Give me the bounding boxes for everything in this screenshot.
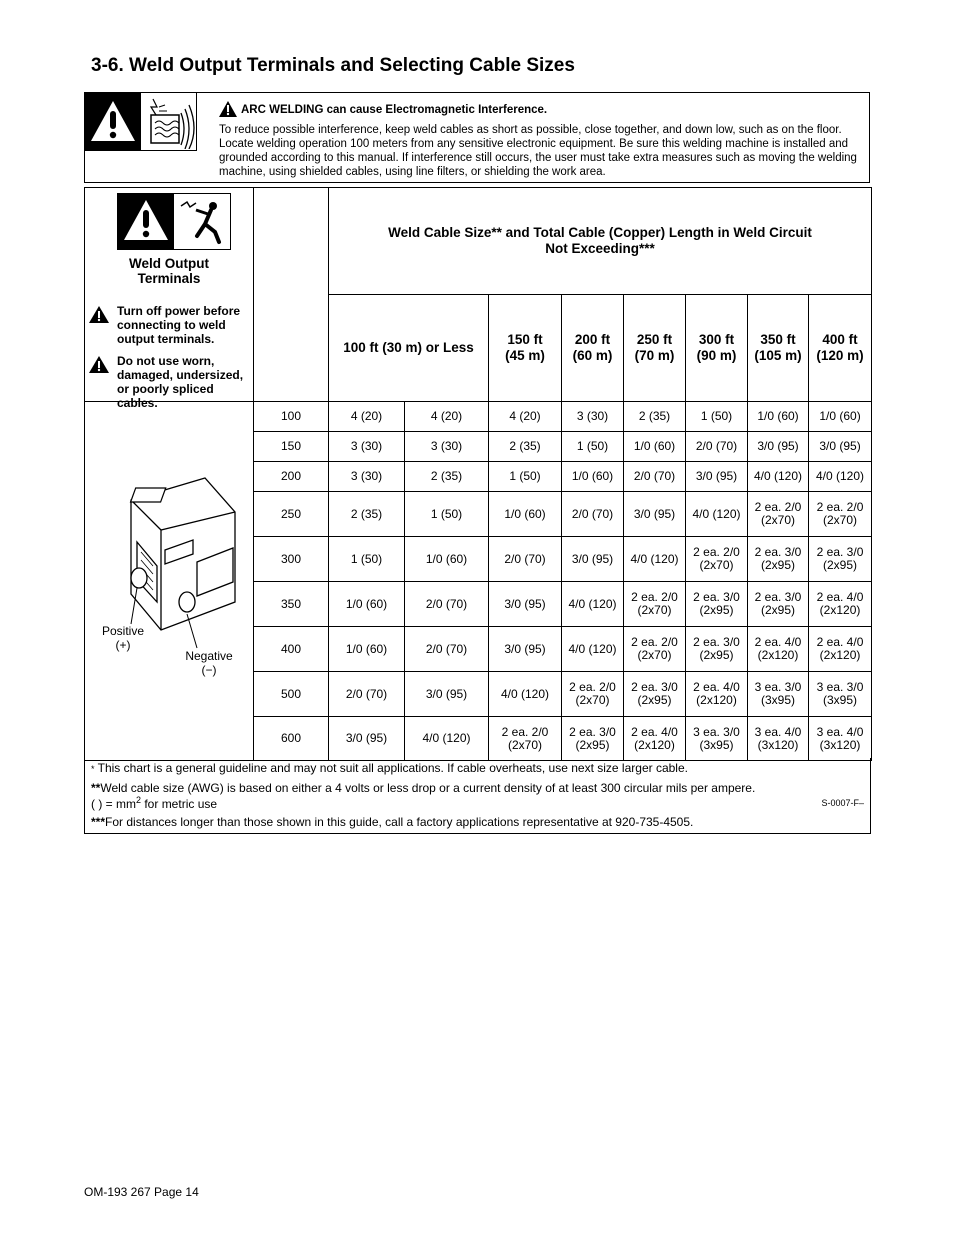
weld-output-terminals-cell bbox=[85, 188, 254, 410]
cable-size-cell: 2 ea. 2/0 (2x70) bbox=[686, 537, 748, 582]
emi-body: To reduce possible interference, keep weld cables as short as possible, close together, and down low, such as on the floor. Locate welding operation 100 meters from any sensitive electronic equipment. Be sure this welding machine is installed and grounded according to this manual. If interference still occurs, the user must take extra measures such as moving the welding machine, using shielded cables, using line filters, or shielding the work area. bbox=[219, 124, 857, 178]
power-off-warning: Turn off power before connecting to weld output terminals. bbox=[89, 304, 249, 346]
main-table-header: Weld Cable Size** and Total Cable (Copper) Length in Weld Circuit Not Exceeding*** bbox=[329, 188, 872, 295]
cable-size-cell: 3/0 (95) bbox=[624, 492, 686, 537]
electric-shock-icon bbox=[175, 194, 230, 249]
cable-size-cell: 1/0 (60) bbox=[624, 432, 686, 462]
cable-size-cell: 1 (50) bbox=[489, 462, 562, 492]
col-header-350ft: 350 ft (105 m) bbox=[748, 295, 809, 402]
cable-size-cell: 2 ea. 2/0 (2x70) bbox=[809, 492, 872, 537]
cable-size-cell: 3/0 (95) bbox=[562, 537, 624, 582]
cable-size-cell: 4/0 (120) bbox=[748, 462, 809, 492]
footnote-1: * This chart is a general guideline and may not suit all applications. If cable overheats, use next size larger cable. bbox=[91, 761, 688, 775]
cable-size-cell: 1 (50) bbox=[405, 492, 489, 537]
cable-size-cell: 2 ea. 3/0 (2x95) bbox=[686, 627, 748, 672]
cable-size-cell: 3 (30) bbox=[329, 462, 405, 492]
footnote-2-metric: ( ) = $mm^2$ for metric use bbox=[91, 795, 218, 811]
cable-size-cell: 2 ea. 3/0 (2x95) bbox=[748, 537, 809, 582]
positive-terminal-label: Positive (+) bbox=[101, 624, 145, 652]
cable-size-cell: 2 ea. 2/0 (2x70) bbox=[748, 492, 809, 537]
amperage-cell: 500 bbox=[254, 672, 329, 717]
cable-size-cell: 3/0 (95) bbox=[686, 462, 748, 492]
cable-size-cell: 4/0 (120) bbox=[405, 717, 489, 761]
cable-size-cell: 3 ea. 3/0 (3x95) bbox=[809, 672, 872, 717]
col-header-400ft: 400 ft (120 m) bbox=[809, 295, 872, 402]
cable-size-cell: 4/0 (120) bbox=[489, 672, 562, 717]
exclamation-icon bbox=[85, 93, 141, 150]
cable-size-cell: 1 (50) bbox=[686, 402, 748, 432]
cable-size-cell: 3 (30) bbox=[562, 402, 624, 432]
amps-header-cell bbox=[254, 188, 329, 402]
cable-size-cell: 2 ea. 2/0 (2x70) bbox=[489, 717, 562, 761]
cable-size-cell: 2 (35) bbox=[489, 432, 562, 462]
cable-size-cell: 3 ea. 4/0 (3x120) bbox=[809, 717, 872, 761]
welding-machine-illustration bbox=[85, 402, 253, 758]
cable-size-cell: 2/0 (70) bbox=[405, 582, 489, 627]
amperage-cell: 300 bbox=[254, 537, 329, 582]
amperage-cell: 200 bbox=[254, 462, 329, 492]
cable-size-cell: 2 (35) bbox=[624, 402, 686, 432]
negative-terminal-label: Negative (−) bbox=[185, 649, 233, 677]
cable-size-cell: 2/0 (70) bbox=[329, 672, 405, 717]
cable-size-cell: 4/0 (120) bbox=[562, 627, 624, 672]
amperage-cell: 350 bbox=[254, 582, 329, 627]
cable-size-cell: 3 ea. 3/0 (3x95) bbox=[686, 717, 748, 761]
cable-size-cell: 1/0 (60) bbox=[405, 537, 489, 582]
cable-condition-warning: Do not use worn, damaged, undersized, or poorly spliced cables. bbox=[89, 354, 249, 410]
cable-size-cell: 1/0 (60) bbox=[489, 492, 562, 537]
cable-size-cell: 2 ea. 3/0 (2x95) bbox=[809, 537, 872, 582]
cable-size-cell: 4/0 (120) bbox=[809, 462, 872, 492]
cable-size-cell: 2 (35) bbox=[405, 462, 489, 492]
cable-size-cell: 3/0 (95) bbox=[329, 717, 405, 761]
col-header-100ft: 100 ft (30 m) or Less bbox=[329, 295, 489, 402]
amperage-cell: 400 bbox=[254, 627, 329, 672]
cable-size-cell: 3 (30) bbox=[405, 432, 489, 462]
cable-size-cell: 2 ea. 3/0 (2x95) bbox=[686, 582, 748, 627]
cable-size-cell: 3/0 (95) bbox=[748, 432, 809, 462]
weld-output-label: Weld Output Terminals bbox=[129, 256, 209, 286]
cable-size-cell: 2 (35) bbox=[329, 492, 405, 537]
cable-size-cell: 2 ea. 4/0 (2x120) bbox=[809, 582, 872, 627]
warning-triangle-icon bbox=[219, 101, 237, 117]
terminal-warning-icons bbox=[117, 193, 231, 250]
cable-size-cell: 3/0 (95) bbox=[809, 432, 872, 462]
amperage-cell: 600 bbox=[254, 717, 329, 761]
footnote-3: ***For distances longer than those shown in this guide, call a factory applications representative at 920-735-4505. bbox=[91, 815, 694, 829]
page-footer: OM-193 267 Page 14 bbox=[84, 1185, 199, 1199]
cable-size-cell: 2/0 (70) bbox=[489, 537, 562, 582]
cable-size-cell: 2 ea. 3/0 (2x95) bbox=[624, 672, 686, 717]
cable-size-cell: 2 ea. 4/0 (2x120) bbox=[686, 672, 748, 717]
footnote-2: **Weld cable size (AWG) is based on either a 4 volts or less drop or a current density of at least 300 circular mils per ampere. bbox=[91, 781, 756, 795]
col-header-200ft: 200 ft (60 m) bbox=[562, 295, 624, 402]
cable-size-cell: 3 ea. 4/0 (3x120) bbox=[748, 717, 809, 761]
welder-machine-icon bbox=[85, 402, 253, 758]
amperage-cell: 150 bbox=[254, 432, 329, 462]
cable-size-cell: 2 ea. 2/0 (2x70) bbox=[624, 582, 686, 627]
cable-size-cell: 1/0 (60) bbox=[329, 582, 405, 627]
cable-size-cell: 2/0 (70) bbox=[624, 462, 686, 492]
cable-size-cell: 2/0 (70) bbox=[405, 627, 489, 672]
cable-size-cell: 3 ea. 3/0 (3x95) bbox=[748, 672, 809, 717]
cable-size-cell: 1/0 (60) bbox=[562, 462, 624, 492]
cable-size-cell: 3/0 (95) bbox=[405, 672, 489, 717]
col-header-300ft: 300 ft (90 m) bbox=[686, 295, 748, 402]
amperage-cell: 250 bbox=[254, 492, 329, 537]
amperage-cell: 100 bbox=[254, 402, 329, 432]
cable-size-cell: 4/0 (120) bbox=[686, 492, 748, 537]
warning-triangle-icon bbox=[89, 306, 109, 323]
cable-size-cell: 2 ea. 4/0 (2x120) bbox=[748, 627, 809, 672]
cable-size-cell: 4/0 (120) bbox=[562, 582, 624, 627]
emi-heading: ARC WELDING can cause Electromagnetic Interference. bbox=[241, 104, 548, 116]
cable-size-cell: 2/0 (70) bbox=[562, 492, 624, 537]
cable-size-cell: 4/0 (120) bbox=[624, 537, 686, 582]
cable-size-cell: 1 (50) bbox=[329, 537, 405, 582]
cable-size-cell: 3 (30) bbox=[329, 432, 405, 462]
section-title: 3-6. Weld Output Terminals and Selecting Cable Sizes bbox=[91, 55, 575, 76]
cable-size-cell: 2 ea. 3/0 (2x95) bbox=[748, 582, 809, 627]
cable-size-cell: 4 (20) bbox=[489, 402, 562, 432]
cable-size-cell: 2 ea. 4/0 (2x120) bbox=[624, 717, 686, 761]
cable-size-cell: 1/0 (60) bbox=[329, 627, 405, 672]
emi-icon-box bbox=[85, 93, 197, 151]
exclamation-icon bbox=[118, 194, 174, 249]
cable-size-cell: 4 (20) bbox=[405, 402, 489, 432]
cable-size-cell: 2 ea. 2/0 (2x70) bbox=[624, 627, 686, 672]
cable-size-cell: 2 ea. 3/0 (2x95) bbox=[562, 717, 624, 761]
warning-triangle-icon bbox=[89, 356, 109, 373]
emi-interference-icon bbox=[143, 95, 195, 149]
cable-size-cell: 2 ea. 4/0 (2x120) bbox=[809, 627, 872, 672]
cable-size-cell: 1/0 (60) bbox=[748, 402, 809, 432]
col-header-250ft: 250 ft (70 m) bbox=[624, 295, 686, 402]
figure-ref-code: S-0007-F– bbox=[821, 798, 864, 808]
emi-warning-box bbox=[84, 92, 870, 183]
table-footnotes bbox=[84, 758, 871, 834]
col-header-150ft: 150 ft (45 m) bbox=[489, 295, 562, 402]
cable-size-cell: 2/0 (70) bbox=[686, 432, 748, 462]
cable-size-cell: 1 (50) bbox=[562, 432, 624, 462]
cable-size-cell: 4 (20) bbox=[329, 402, 405, 432]
cable-size-cell: 2 ea. 2/0 (2x70) bbox=[562, 672, 624, 717]
cable-size-cell: 3/0 (95) bbox=[489, 582, 562, 627]
cable-size-cell: 1/0 (60) bbox=[809, 402, 872, 432]
cable-size-cell: 3/0 (95) bbox=[489, 627, 562, 672]
